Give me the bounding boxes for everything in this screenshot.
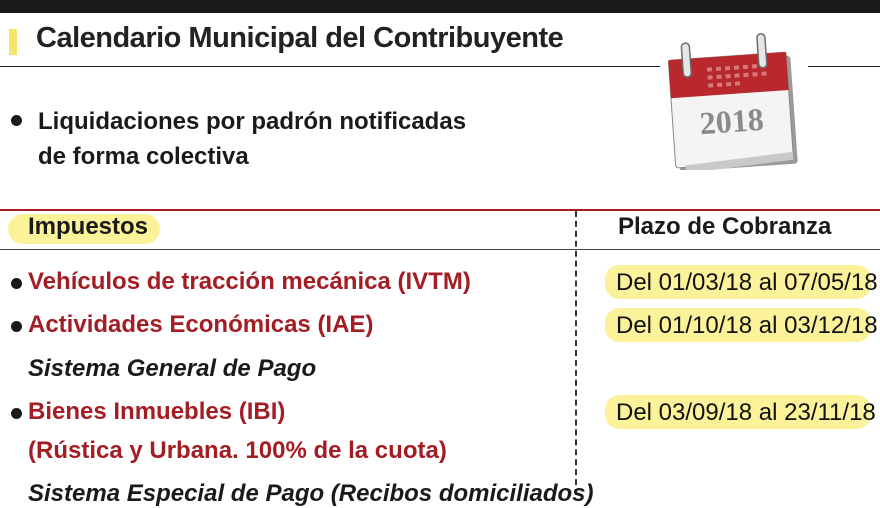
period-iae: Del 01/10/18 al 03/12/18	[616, 312, 878, 339]
bullet-icon	[11, 408, 22, 419]
column-divider	[575, 211, 577, 495]
bullet-icon	[11, 115, 22, 126]
tax-ibi-detail: (Rústica y Urbana. 100% de la cuota)	[28, 437, 447, 464]
title-marker	[9, 29, 17, 55]
calendar-year: 2018	[698, 100, 765, 142]
bullet-icon	[11, 278, 22, 289]
column-header-taxes: Impuestos	[28, 213, 149, 240]
title-divider	[0, 66, 660, 67]
intro-text	[38, 104, 466, 174]
bullet-icon	[11, 321, 22, 332]
header-rule	[0, 249, 880, 250]
period-ibi: Del 03/09/18 al 23/11/18	[616, 399, 876, 426]
page-title: Calendario Municipal del Contribuyente	[36, 22, 564, 54]
intro-line-1: Liquidaciones por padrón notificadas	[38, 108, 467, 135]
table-top-rule	[0, 209, 880, 211]
payment-system-general: Sistema General de Pago	[28, 355, 317, 382]
tax-ivtm: Vehículos de tracción mecánica (IVTM)	[28, 268, 471, 295]
calendar-icon	[661, 24, 801, 170]
intro-line-2: de forma colectiva	[38, 143, 249, 170]
period-ivtm: Del 01/03/18 al 07/05/18	[616, 269, 878, 296]
top-bar	[0, 0, 880, 13]
title-divider-right	[808, 66, 880, 67]
column-header-period: Plazo de Cobranza	[618, 213, 832, 240]
payment-system-special: Sistema Especial de Pago (Recibos domiciliados)	[28, 480, 594, 507]
tax-iae: Actividades Económicas (IAE)	[28, 311, 374, 338]
tax-ibi: Bienes Inmuebles (IBI)	[28, 398, 286, 425]
